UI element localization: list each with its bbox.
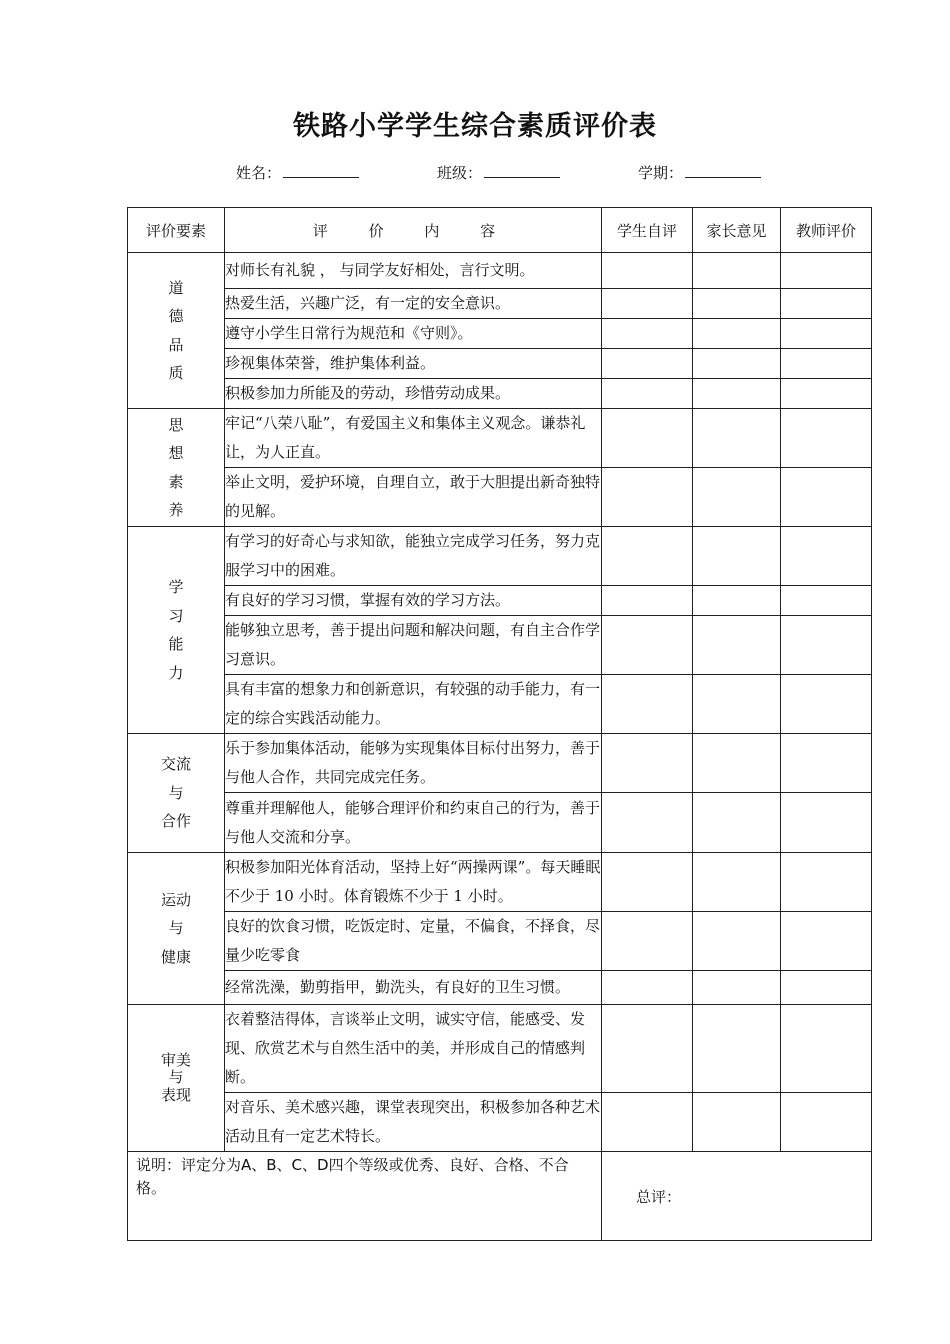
criteria-text: 对师长有礼貌 ， 与同学友好相处，言行文明。 (225, 253, 602, 289)
criteria-text: 遵守小学生日常行为规范和《守则》。 (225, 319, 602, 349)
category-label (128, 734, 225, 853)
criteria-text: 牢记“八荣八耻”，有爱国主义和集体主义观念。谦恭礼让，为人正直。 (225, 409, 602, 468)
term-blank[interactable] (685, 163, 761, 178)
teacher-eval-cell[interactable] (781, 1093, 872, 1152)
teacher-eval-cell[interactable] (781, 379, 872, 409)
criteria-text: 良好的饮食习惯，吃饭定时、定量，不偏食，不择食，尽量少吃零食 (225, 912, 602, 971)
form-title: 铁路小学学生综合素质评价表 (293, 111, 657, 142)
parent-opinion-cell[interactable] (693, 468, 781, 527)
category-label-line: 习 (168, 606, 184, 625)
self-eval-cell[interactable] (602, 349, 693, 379)
category-label-line: 质 (168, 364, 184, 382)
self-eval-cell[interactable] (602, 793, 693, 853)
category-label-line: 想 (168, 444, 184, 462)
total-label: 总评： (636, 1187, 682, 1206)
self-eval-cell[interactable] (602, 1093, 693, 1152)
teacher-eval-cell[interactable] (781, 912, 872, 971)
teacher-eval-cell[interactable] (781, 675, 872, 734)
parent-opinion-cell[interactable] (693, 734, 781, 793)
self-eval-cell[interactable] (602, 586, 693, 616)
teacher-eval-cell[interactable] (781, 349, 872, 379)
overall-total[interactable] (602, 1152, 872, 1241)
category-label-line: 运动 (160, 890, 191, 909)
self-eval-cell[interactable] (602, 912, 693, 971)
criteria-row (128, 971, 872, 1005)
category-label (128, 253, 225, 409)
criteria-text: 举止文明，爱护环境，自理自立，敢于大胆提出新奇独特的见解。 (225, 468, 602, 527)
teacher-eval-cell[interactable] (781, 319, 872, 349)
category-label-line: 与 (168, 783, 184, 802)
category-label (128, 409, 225, 527)
criteria-row (128, 253, 872, 289)
criteria-text: 有良好的学习习惯，掌握有效的学习方法。 (225, 586, 602, 616)
category-label-line: 德 (168, 307, 184, 325)
category-label-line: 能 (168, 635, 184, 653)
parent-opinion-cell[interactable] (693, 616, 781, 675)
category-label-line: 素 (168, 472, 184, 491)
parent-opinion-cell[interactable] (693, 289, 781, 319)
category-label (128, 1005, 225, 1152)
parent-opinion-cell[interactable] (693, 409, 781, 468)
self-eval-cell[interactable] (602, 253, 693, 289)
criteria-row (128, 289, 872, 319)
parent-opinion-cell[interactable] (693, 379, 781, 409)
criteria-row (128, 379, 872, 409)
self-eval-cell[interactable] (602, 527, 693, 586)
teacher-eval-cell[interactable] (781, 289, 872, 319)
parent-opinion-cell[interactable] (693, 1005, 781, 1093)
parent-opinion-cell[interactable] (693, 586, 781, 616)
self-eval-cell[interactable] (602, 379, 693, 409)
term-label: 学期： (638, 164, 684, 182)
category-label-line: 养 (168, 501, 184, 519)
class-label: 班级： (437, 164, 483, 182)
grading-note: 说明：评定分为A、B、C、D四个等级或优秀、良好、合格、不合格。 (128, 1152, 602, 1241)
criteria-row (128, 616, 872, 675)
class-field (437, 162, 560, 183)
header-parent: 家长意见 (693, 208, 781, 253)
teacher-eval-cell[interactable] (781, 468, 872, 527)
name-blank[interactable] (283, 163, 359, 178)
category-label-line: 学 (168, 578, 184, 596)
parent-opinion-cell[interactable] (693, 793, 781, 853)
teacher-eval-cell[interactable] (781, 409, 872, 468)
criteria-row (128, 527, 872, 586)
category-label-line: 健康 (160, 947, 191, 966)
teacher-eval-cell[interactable] (781, 971, 872, 1005)
criteria-row (128, 468, 872, 527)
category-label (128, 527, 225, 734)
category-label-line: 思 (168, 415, 184, 434)
self-eval-cell[interactable] (602, 971, 693, 1005)
teacher-eval-cell[interactable] (781, 734, 872, 793)
header-content: 评 价 内 容 (225, 208, 602, 253)
category-label-line: 品 (168, 335, 184, 354)
category-label-line: 表现 (160, 1085, 191, 1104)
criteria-text: 积极参加阳光体育活动，坚持上好“两操两课”。每天睡眠不少于 10 小时。体育锻炼不少于 1 小时。 (225, 853, 602, 912)
teacher-eval-cell[interactable] (781, 793, 872, 853)
self-eval-cell[interactable] (602, 1005, 693, 1093)
criteria-row (128, 912, 872, 971)
parent-opinion-cell[interactable] (693, 853, 781, 912)
evaluation-table (127, 207, 872, 1241)
parent-opinion-cell[interactable] (693, 319, 781, 349)
header-row (128, 208, 872, 253)
criteria-row (128, 734, 872, 793)
category-label-line: 合作 (160, 812, 191, 831)
criteria-row (128, 793, 872, 853)
criteria-row (128, 409, 872, 468)
criteria-row (128, 675, 872, 734)
category-label-line: 道 (168, 278, 184, 297)
term-field (638, 162, 761, 183)
criteria-row (128, 586, 872, 616)
self-eval-cell[interactable] (602, 319, 693, 349)
criteria-text: 有学习的好奇心与求知欲，能独立完成学习任务，努力克服学习中的困难。 (225, 527, 602, 586)
criteria-text: 具有丰富的想象力和创新意识，有较强的动手能力，有一定的综合实践活动能力。 (225, 675, 602, 734)
criteria-text: 对音乐、美术感兴趣，课堂表现突出，积极参加各种艺术活动且有一定艺术特长。 (225, 1093, 602, 1152)
criteria-text: 经常洗澡，勤剪指甲，勤洗头，有良好的卫生习惯。 (225, 971, 602, 1005)
parent-opinion-cell[interactable] (693, 971, 781, 1005)
header-element: 评价要素 (128, 208, 225, 253)
criteria-text: 积极参加力所能及的劳动，珍惜劳动成果。 (225, 379, 602, 409)
teacher-eval-cell[interactable] (781, 586, 872, 616)
self-eval-cell[interactable] (602, 289, 693, 319)
criteria-row (128, 349, 872, 379)
header-self: 学生自评 (602, 208, 693, 253)
teacher-eval-cell[interactable] (781, 616, 872, 675)
category-label-line: 与 (168, 1068, 184, 1087)
parent-opinion-cell[interactable] (693, 349, 781, 379)
name-label: 姓名： (236, 164, 282, 182)
teacher-eval-cell[interactable] (781, 253, 872, 289)
parent-opinion-cell[interactable] (693, 912, 781, 971)
parent-opinion-cell[interactable] (693, 1093, 781, 1152)
category-label-line: 与 (168, 919, 184, 938)
self-eval-cell[interactable] (602, 616, 693, 675)
category-label-line: 力 (168, 663, 184, 682)
parent-opinion-cell[interactable] (693, 527, 781, 586)
criteria-text: 乐于参加集体活动，能够为实现集体目标付出努力，善于与他人合作，共同完成完任务。 (225, 734, 602, 793)
category-label (128, 853, 225, 1005)
teacher-eval-cell[interactable] (781, 1005, 872, 1093)
class-blank[interactable] (484, 163, 560, 178)
header-teacher: 教师评价 (781, 208, 872, 253)
criteria-text: 珍视集体荣誉，维护集体利益。 (225, 349, 602, 379)
parent-opinion-cell[interactable] (693, 253, 781, 289)
name-field (236, 162, 359, 183)
self-eval-cell[interactable] (602, 409, 693, 468)
criteria-text: 尊重并理解他人，能够合理评价和约束自己的行为，善于与他人交流和分享。 (225, 793, 602, 853)
criteria-row (128, 1093, 872, 1152)
teacher-eval-cell[interactable] (781, 527, 872, 586)
self-eval-cell[interactable] (602, 468, 693, 527)
self-eval-cell[interactable] (602, 675, 693, 734)
parent-opinion-cell[interactable] (693, 675, 781, 734)
criteria-text: 衣着整洁得体，言谈举止文明，诚实守信，能感受、发现、欣赏艺术与自然生活中的美，并形成自己的情感判断。 (225, 1005, 602, 1093)
criteria-text: 能够独立思考，善于提出问题和解决问题，有自主合作学习意识。 (225, 616, 602, 675)
self-eval-cell[interactable] (602, 734, 693, 793)
criteria-row (128, 853, 872, 912)
criteria-row (128, 1005, 872, 1093)
criteria-text: 热爱生活，兴趣广泛，有一定的安全意识。 (225, 289, 602, 319)
criteria-row (128, 319, 872, 349)
category-label-line: 审美 (160, 1051, 191, 1070)
teacher-eval-cell[interactable] (781, 853, 872, 912)
footer-row (128, 1152, 872, 1241)
category-label-line: 交流 (160, 755, 191, 774)
self-eval-cell[interactable] (602, 853, 693, 912)
